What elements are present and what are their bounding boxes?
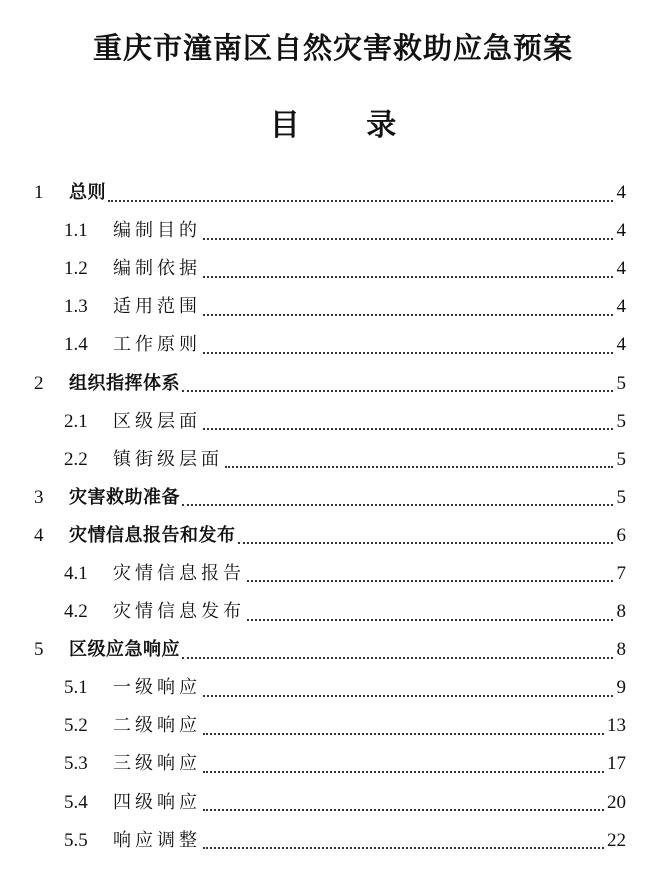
toc-entry-label: 编制依据 <box>113 258 201 280</box>
toc-entry-page: 5 <box>616 448 626 470</box>
toc-entry-label: 组织指挥体系 <box>69 372 180 394</box>
toc-entry[interactable] <box>0 326 666 364</box>
toc-entry-page: 17 <box>607 753 626 775</box>
toc-entry[interactable] <box>0 212 666 250</box>
toc-entry-number: 3 <box>34 486 44 508</box>
toc-entry-label: 灾情信息报告和发布 <box>69 524 236 546</box>
toc-entry[interactable] <box>0 288 666 326</box>
table-of-contents <box>0 174 666 860</box>
toc-entry[interactable] <box>0 441 666 479</box>
toc-entry-label: 四级响应 <box>113 791 201 813</box>
toc-entry[interactable] <box>0 631 666 669</box>
toc-dot-leader <box>203 732 604 735</box>
toc-entry-number: 5.2 <box>64 715 88 737</box>
toc-entry[interactable] <box>0 174 666 212</box>
toc-entry-number: 4 <box>34 524 44 546</box>
toc-dot-leader <box>203 694 613 697</box>
toc-dot-leader <box>225 465 613 468</box>
toc-dot-leader <box>182 389 613 392</box>
document-title: 重庆市潼南区自然灾害救助应急预案 <box>92 31 573 65</box>
toc-entry-page: 6 <box>616 524 626 546</box>
toc-entry[interactable] <box>0 364 666 402</box>
toc-entry-label: 灾害救助准备 <box>69 486 180 508</box>
toc-dot-leader <box>108 199 613 202</box>
toc-entry-page: 5 <box>616 372 626 394</box>
toc-entry-page: 5 <box>616 486 626 508</box>
toc-entry-number: 1.1 <box>64 220 88 242</box>
toc-entry[interactable] <box>0 707 666 745</box>
toc-heading: 目 录 <box>269 108 425 143</box>
toc-entry-label: 灾情信息发布 <box>113 601 245 623</box>
toc-entry-number: 5.5 <box>64 829 88 851</box>
toc-entry[interactable] <box>0 250 666 288</box>
toc-entry[interactable] <box>0 669 666 707</box>
toc-dot-leader <box>182 656 613 659</box>
toc-entry[interactable] <box>0 745 666 783</box>
toc-entry-label: 三级响应 <box>113 753 201 775</box>
toc-entry-page: 8 <box>616 601 626 623</box>
toc-entry-label: 镇街级层面 <box>113 448 223 470</box>
toc-dot-leader <box>203 808 604 811</box>
toc-entry-label: 编制目的 <box>113 220 201 242</box>
toc-dot-leader <box>203 351 613 354</box>
toc-entry-page: 4 <box>616 220 626 242</box>
toc-dot-leader <box>203 427 613 430</box>
toc-dot-leader <box>203 237 613 240</box>
toc-entry-label: 一级响应 <box>113 677 201 699</box>
toc-entry-label: 工作原则 <box>113 334 201 356</box>
toc-entry[interactable] <box>0 517 666 555</box>
toc-entry[interactable] <box>0 822 666 860</box>
toc-entry[interactable] <box>0 479 666 517</box>
toc-entry-number: 1.4 <box>64 334 88 356</box>
toc-entry-page: 9 <box>616 677 626 699</box>
toc-entry-label: 总则 <box>69 182 106 204</box>
toc-entry-number: 1.2 <box>64 258 88 280</box>
toc-entry-label: 灾情信息报告 <box>113 562 245 584</box>
toc-dot-leader <box>247 579 613 582</box>
toc-entry-number: 4.2 <box>64 601 88 623</box>
toc-entry-page: 8 <box>616 639 626 661</box>
toc-entry-page: 7 <box>616 562 626 584</box>
toc-dot-leader <box>203 770 604 773</box>
toc-entry-number: 5 <box>34 639 44 661</box>
toc-entry-page: 13 <box>607 715 626 737</box>
toc-dot-leader <box>203 313 613 316</box>
toc-entry-page: 22 <box>607 829 626 851</box>
toc-dot-leader <box>203 275 613 278</box>
toc-entry-page: 20 <box>607 791 626 813</box>
toc-entry-number: 5.3 <box>64 753 88 775</box>
toc-dot-leader <box>247 618 613 621</box>
toc-entry[interactable] <box>0 593 666 631</box>
toc-entry-label: 区级应急响应 <box>69 639 180 661</box>
toc-dot-leader <box>238 541 614 544</box>
toc-entry-number: 4.1 <box>64 562 88 584</box>
toc-entry-page: 4 <box>616 182 626 204</box>
toc-dot-leader <box>182 503 613 506</box>
toc-entry-page: 4 <box>616 258 626 280</box>
toc-entry-label: 响应调整 <box>113 829 201 851</box>
toc-entry[interactable] <box>0 784 666 822</box>
toc-entry-number: 2.2 <box>64 448 88 470</box>
toc-dot-leader <box>203 846 604 849</box>
toc-entry[interactable] <box>0 403 666 441</box>
toc-entry-number: 2 <box>34 372 44 394</box>
toc-entry-number: 1 <box>34 182 44 204</box>
toc-entry[interactable] <box>0 555 666 593</box>
toc-entry-label: 适用范围 <box>113 296 201 318</box>
toc-entry-number: 1.3 <box>64 296 88 318</box>
toc-entry-label: 区级层面 <box>113 410 201 432</box>
toc-entry-page: 5 <box>616 410 626 432</box>
toc-entry-number: 5.4 <box>64 791 88 813</box>
toc-entry-page: 4 <box>616 334 626 356</box>
toc-entry-number: 5.1 <box>64 677 88 699</box>
toc-entry-label: 二级响应 <box>113 715 201 737</box>
toc-entry-number: 2.1 <box>64 410 88 432</box>
toc-entry-page: 4 <box>616 296 626 318</box>
